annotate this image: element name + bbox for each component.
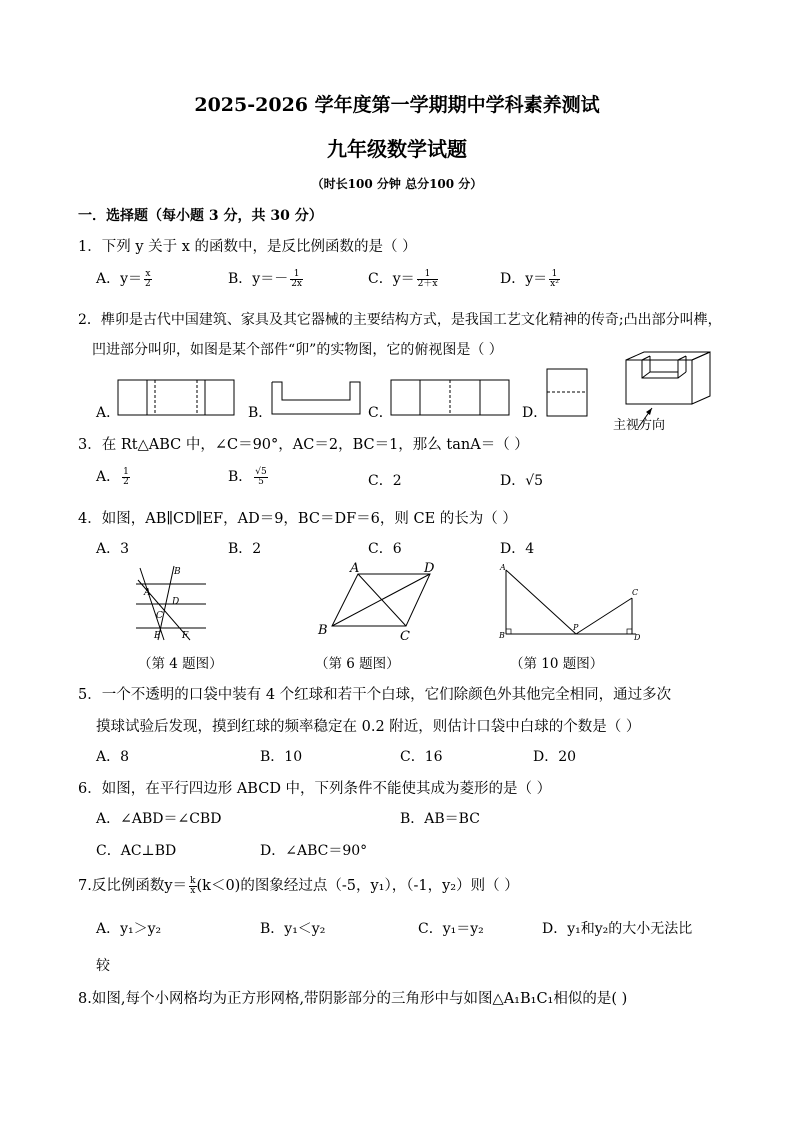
q6-option-c: C．AC⊥BD bbox=[96, 843, 177, 859]
figure-6-caption: （第 6 题图） bbox=[315, 656, 400, 672]
fig6-label-b: B bbox=[318, 623, 328, 638]
fig4-label-a: A bbox=[144, 588, 151, 598]
exam-title: 2025-2026 学年度第一学期期中学科素养测试 bbox=[194, 94, 600, 116]
exam-info: （时长100 分钟 总分100 分） bbox=[311, 177, 483, 191]
fig4-label-d: D bbox=[172, 597, 180, 607]
q4-option-a: A．3 bbox=[96, 541, 130, 557]
q2-option-c: C． bbox=[368, 405, 393, 421]
q5-option-a: A．8 bbox=[96, 749, 130, 765]
q2-option-b: B． bbox=[248, 405, 273, 421]
q6-stem: 6．如图，在平行四边形 ABCD 中，下列条件不能使其成为菱形的是（ ） bbox=[78, 781, 552, 797]
fig10-label-c: C bbox=[632, 588, 639, 597]
q5-option-d: D．20 bbox=[533, 749, 577, 765]
figure-10 bbox=[496, 562, 648, 644]
q4-option-b: B．2 bbox=[228, 541, 262, 557]
q1-option-d: D．y＝ $\frac{1}{\text{x²}}$ bbox=[500, 268, 559, 289]
figure-6 bbox=[312, 562, 444, 644]
q1-option-a: A．y＝ $\frac{x}{2}$ bbox=[96, 268, 151, 289]
fig10-label-a: A bbox=[500, 563, 506, 572]
figure-4 bbox=[128, 562, 210, 644]
q2-option-d: D． bbox=[522, 405, 548, 421]
fig10-label-b: B bbox=[499, 631, 505, 640]
q3-option-c: C．2 bbox=[368, 473, 402, 489]
fig4-label-b: B bbox=[174, 567, 181, 577]
q5-line1: 5．一个不透明的口袋中装有 4 个红球和若干个白球，它们除颜色外其他完全相同，通过多次 bbox=[78, 687, 672, 703]
q3-option-a: A． $\frac{1}{2}$ bbox=[96, 466, 129, 487]
q2-figure-c bbox=[390, 378, 510, 418]
q7-option-d: D．y₁和y₂的大小无法比 bbox=[542, 921, 693, 937]
fig10-label-d: D bbox=[634, 633, 641, 642]
section-heading: 一．选择题（每小题 3 分，共 30 分） bbox=[78, 208, 323, 224]
q4-stem: 4．如图，AB∥CD∥EF，AD＝9，BC＝DF＝6，则 CE 的长为（ ） bbox=[78, 511, 517, 527]
fig6-label-c: C bbox=[400, 629, 410, 644]
q8-stem: 8.如图,每个小网格均为正方形网格,带阴影部分的三角形中与如图△A₁B₁C₁相似的是( ) bbox=[78, 991, 628, 1007]
q1-option-b: B．y＝－ $\frac{1}{2x}$ bbox=[228, 268, 303, 289]
exam-subtitle: 九年级数学试题 bbox=[327, 137, 467, 161]
q3-option-d: D．√5 bbox=[500, 473, 544, 489]
fig10-label-p: P bbox=[573, 623, 579, 632]
view-direction-label: 主视方向 bbox=[613, 418, 666, 433]
q2-option-a: A． bbox=[96, 405, 121, 421]
q2-line1: 2．榫卯是古代中国建筑、家具及其它器械的主要结构方式，是我国工艺文化精神的传奇;凸出部分叫榫， bbox=[78, 312, 722, 328]
fig6-label-a: A bbox=[350, 562, 360, 576]
q7-option-c: C．y₁＝y₂ bbox=[418, 921, 484, 937]
figure-4-caption: （第 4 题图） bbox=[138, 656, 223, 672]
q6-option-b: B．AB＝BC bbox=[400, 811, 480, 827]
q2-figure-b bbox=[270, 378, 362, 418]
q7-option-d-continued: 较 bbox=[96, 958, 110, 974]
q6-option-a: A．∠ABD＝∠CBD bbox=[96, 811, 222, 827]
q5-option-b: B．10 bbox=[260, 749, 303, 765]
q4-option-c: C．6 bbox=[368, 541, 402, 557]
q2-figure-a bbox=[117, 378, 235, 418]
q7-stem: 7.反比例函数y＝ $\frac{k}{x}$ (k＜0)的图象经过点（-5，y₁），（-1，y₂）则（ ） bbox=[78, 875, 519, 896]
figure-10-caption: （第 10 题图） bbox=[510, 656, 604, 672]
q6-option-d: D．∠ABC＝90° bbox=[260, 843, 368, 859]
q2-line2: 凹进部分叫卯，如图是某个部件“卯”的实物图，它的俯视图是（ ） bbox=[92, 342, 503, 358]
q2-figure-d bbox=[546, 368, 588, 418]
q7-option-b: B．y₁＜y₂ bbox=[260, 921, 326, 937]
q7-option-a: A．y₁＞y₂ bbox=[96, 921, 162, 937]
q1-stem: 1．下列 y 关于 x 的函数中，是反比例函数的是（ ） bbox=[78, 239, 417, 255]
q1-option-c: C．y＝ $\frac{1}{2+x}$ bbox=[368, 268, 438, 289]
fig4-label-f: F bbox=[182, 631, 189, 641]
q4-option-d: D．4 bbox=[500, 541, 535, 557]
fig6-label-d: D bbox=[424, 562, 435, 576]
fig4-label-e: E bbox=[154, 631, 161, 641]
q3-option-b: B． $\frac{√5}{5}$ bbox=[228, 466, 267, 487]
q3-stem: 3．在 Rt△ABC 中，∠C＝90°，AC＝2，BC＝1，那么 tanA＝（ ） bbox=[78, 437, 529, 453]
fig4-label-c: C bbox=[156, 611, 163, 621]
q5-line2: 摸球试验后发现，摸到红球的频率稳定在 0.2 附近，则估计口袋中白球的个数是（ ） bbox=[96, 719, 641, 735]
q5-option-c: C．16 bbox=[400, 749, 443, 765]
